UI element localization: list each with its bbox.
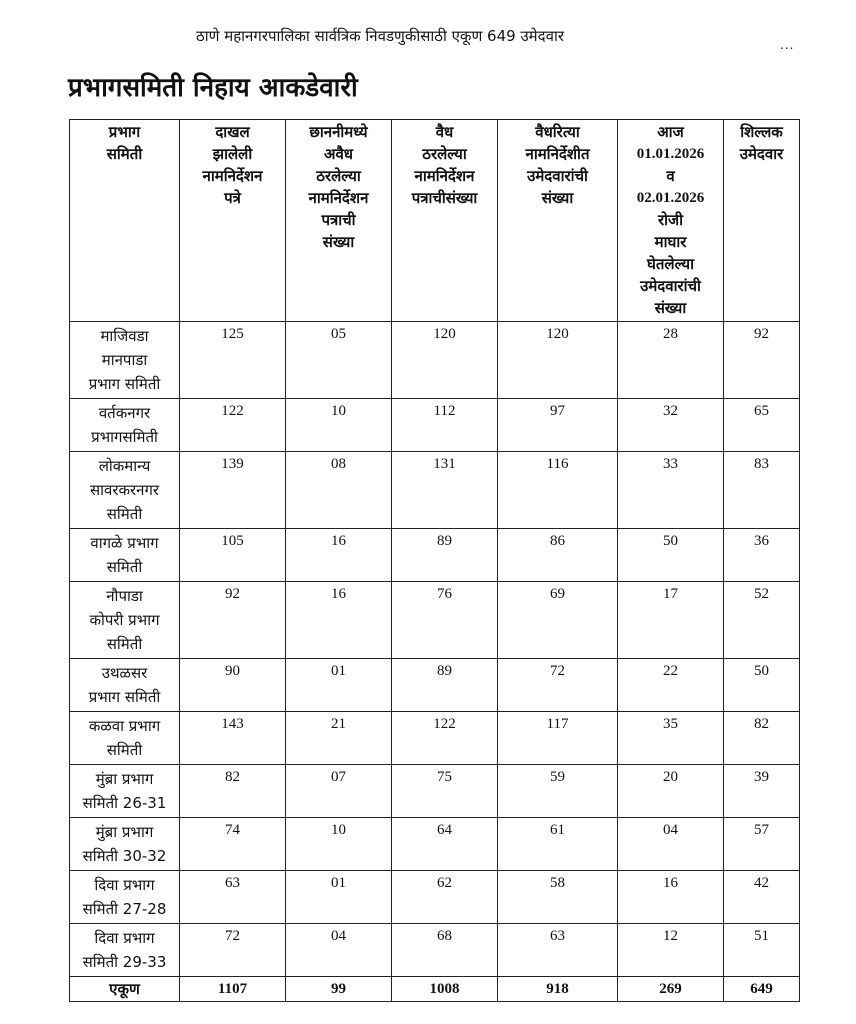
ward-committee-name-line: वर्तकनगर <box>98 404 151 422</box>
table-cell-value: 86 <box>498 529 618 582</box>
table-cell-value: 28 <box>618 322 724 399</box>
ward-committee-statistics-table <box>69 119 800 1002</box>
column-header-line: अवैध <box>323 145 354 163</box>
ward-committee-name-line: समिती <box>106 558 143 576</box>
table-cell-value: 61 <box>498 818 618 871</box>
ward-committee-name <box>70 871 180 924</box>
table-cell-value: 92 <box>180 582 286 659</box>
ward-committee-name-line: प्रभागसमिती <box>91 428 158 446</box>
table-cell-value: 139 <box>180 452 286 529</box>
ward-committee-name-line: उथळसर <box>101 664 148 682</box>
table-cell-value: 112 <box>392 399 498 452</box>
ward-committee-name-line: समिती 26-31 <box>82 794 167 812</box>
table-row <box>70 582 800 659</box>
table-cell-value: 04 <box>286 924 392 977</box>
column-header-line: पत्राचीसंख्या <box>411 189 478 207</box>
column-header-0 <box>70 120 180 322</box>
table-cell-value: 33 <box>618 452 724 529</box>
table-cell-value: 65 <box>724 399 800 452</box>
ward-committee-name <box>70 322 180 399</box>
ward-committee-name-line: प्रभाग समिती <box>88 375 161 393</box>
column-header-line: वैध <box>435 123 454 141</box>
column-header-line: व <box>666 167 675 185</box>
table-cell-value: 01 <box>286 871 392 924</box>
ward-committee-name-line: समिती <box>106 635 143 653</box>
table-cell-value: 82 <box>180 765 286 818</box>
page-title: प्रभागसमिती निहाय आकडेवारी <box>68 73 358 103</box>
table-total-row <box>70 977 800 1002</box>
table-cell-value: 20 <box>618 765 724 818</box>
total-value: 918 <box>498 977 618 1002</box>
table-row <box>70 818 800 871</box>
table-cell-value: 17 <box>618 582 724 659</box>
column-header-4 <box>498 120 618 322</box>
table-cell-value: 01 <box>286 659 392 712</box>
column-header-2 <box>286 120 392 322</box>
table-cell-value: 120 <box>392 322 498 399</box>
column-header-line: उमेदवारांची <box>640 277 701 295</box>
table-cell-value: 72 <box>180 924 286 977</box>
table-cell-value: 68 <box>392 924 498 977</box>
table-cell-value: 21 <box>286 712 392 765</box>
table-row <box>70 924 800 977</box>
table-cell-value: 05 <box>286 322 392 399</box>
table-cell-value: 131 <box>392 452 498 529</box>
table-cell-value: 82 <box>724 712 800 765</box>
table-cell-value: 10 <box>286 818 392 871</box>
column-header-line: प्रभाग <box>108 123 141 141</box>
table-cell-value: 83 <box>724 452 800 529</box>
column-header-line: माघार <box>654 233 687 251</box>
column-header-line: 01.01.2026 <box>636 146 705 162</box>
ward-committee-name <box>70 529 180 582</box>
table-cell-value: 117 <box>498 712 618 765</box>
table-cell-value: 10 <box>286 399 392 452</box>
ward-committee-name-line: समिती <box>106 505 143 523</box>
ward-committee-name <box>70 582 180 659</box>
table-header-row <box>70 120 800 322</box>
total-value: 269 <box>618 977 724 1002</box>
table-cell-value: 76 <box>392 582 498 659</box>
table-cell-value: 07 <box>286 765 392 818</box>
column-header-line: ठरलेल्या <box>316 167 361 185</box>
column-header-5 <box>618 120 724 322</box>
column-header-line: पत्राची <box>321 211 356 229</box>
column-header-line: संख्या <box>541 189 574 207</box>
ward-committee-name <box>70 712 180 765</box>
table-cell-value: 63 <box>180 871 286 924</box>
ward-committee-name-line: समिती <box>106 741 143 759</box>
document-top-line: ठाणे महानगरपालिका सार्वत्रिक निवडणुकीसाठी एकूण 649 उमेदवार <box>196 27 564 45</box>
table-row <box>70 452 800 529</box>
more-ellipsis: ... <box>780 38 795 52</box>
table-cell-value: 125 <box>180 322 286 399</box>
column-header-line: नामनिर्देशन <box>202 167 263 185</box>
column-header-line: नामनिर्देशीत <box>525 145 590 163</box>
column-header-line: 02.01.2026 <box>636 190 705 206</box>
table-cell-value: 22 <box>618 659 724 712</box>
column-header-line: झालेली <box>212 145 253 163</box>
table-cell-value: 42 <box>724 871 800 924</box>
table-row <box>70 529 800 582</box>
column-header-line: उमेदवार <box>739 145 784 163</box>
table-cell-value: 50 <box>618 529 724 582</box>
table-cell-value: 64 <box>392 818 498 871</box>
table-cell-value: 16 <box>286 582 392 659</box>
total-value: 649 <box>724 977 800 1002</box>
column-header-1 <box>180 120 286 322</box>
table-cell-value: 04 <box>618 818 724 871</box>
ward-committee-name-line: दिवा प्रभाग <box>94 876 155 894</box>
table-cell-value: 89 <box>392 659 498 712</box>
column-header-line: छाननीमध्ये <box>309 123 368 141</box>
table-row <box>70 765 800 818</box>
table-cell-value: 50 <box>724 659 800 712</box>
total-value: 1008 <box>392 977 498 1002</box>
column-header-line: संख्या <box>654 299 687 317</box>
ward-committee-name-line: कोपरी प्रभाग <box>89 611 160 629</box>
ward-committee-name <box>70 452 180 529</box>
table-cell-value: 143 <box>180 712 286 765</box>
table-cell-value: 08 <box>286 452 392 529</box>
table-cell-value: 16 <box>286 529 392 582</box>
table-cell-value: 12 <box>618 924 724 977</box>
ward-committee-name <box>70 399 180 452</box>
column-header-line: ठरलेल्या <box>422 145 467 163</box>
table-cell-value: 36 <box>724 529 800 582</box>
table-row <box>70 712 800 765</box>
ward-committee-name-line: समिती 30-32 <box>82 847 167 865</box>
table-cell-value: 39 <box>724 765 800 818</box>
column-header-line: नामनिर्देशन <box>414 167 475 185</box>
ward-committee-name-line: दिवा प्रभाग <box>94 929 155 947</box>
table-cell-value: 57 <box>724 818 800 871</box>
table-cell-value: 62 <box>392 871 498 924</box>
table-row <box>70 399 800 452</box>
table-cell-value: 51 <box>724 924 800 977</box>
ward-committee-name <box>70 924 180 977</box>
table-cell-value: 92 <box>724 322 800 399</box>
table-cell-value: 72 <box>498 659 618 712</box>
column-header-line: आज <box>657 123 684 141</box>
table-cell-value: 122 <box>392 712 498 765</box>
column-header-6 <box>724 120 800 322</box>
column-header-line: वैधरित्या <box>535 123 580 141</box>
table-cell-value: 16 <box>618 871 724 924</box>
table-cell-value: 32 <box>618 399 724 452</box>
table-cell-value: 75 <box>392 765 498 818</box>
ward-committee-name-line: मानपाडा <box>101 351 148 369</box>
table-cell-value: 74 <box>180 818 286 871</box>
table-cell-value: 89 <box>392 529 498 582</box>
ward-committee-name <box>70 659 180 712</box>
ward-committee-name-line: माजिवडा <box>100 327 149 345</box>
column-header-line: घेतलेल्या <box>646 255 695 273</box>
table-cell-value: 59 <box>498 765 618 818</box>
table-cell-value: 35 <box>618 712 724 765</box>
column-header-line: दाखल <box>215 123 250 141</box>
table-cell-value: 90 <box>180 659 286 712</box>
column-header-3 <box>392 120 498 322</box>
column-header-line: पत्रे <box>224 189 241 207</box>
table-row <box>70 322 800 399</box>
table-cell-value: 69 <box>498 582 618 659</box>
column-header-line: संख्या <box>322 233 355 251</box>
table-cell-value: 122 <box>180 399 286 452</box>
column-header-line: शिल्लक <box>740 123 783 141</box>
ward-committee-name-line: प्रभाग समिती <box>88 688 161 706</box>
total-value: 1107 <box>180 977 286 1002</box>
table-cell-value: 63 <box>498 924 618 977</box>
ward-committee-name-line: मुंब्रा प्रभाग <box>95 770 154 788</box>
ward-committee-name-line: वागळे प्रभाग <box>90 534 159 552</box>
column-header-line: समिती <box>106 145 143 163</box>
ward-committee-name <box>70 765 180 818</box>
table-cell-value: 58 <box>498 871 618 924</box>
ward-committee-name-line: नौपाडा <box>106 587 143 605</box>
column-header-line: नामनिर्देशन <box>308 189 369 207</box>
ward-committee-name-line: कळवा प्रभाग <box>88 717 161 735</box>
ward-committee-name-line: समिती 27-28 <box>82 900 167 918</box>
ward-committee-name-line: सावरकरनगर <box>89 481 160 499</box>
table-cell-value: 120 <box>498 322 618 399</box>
total-label: एकूण <box>70 977 180 1002</box>
column-header-line: उमेदवारांची <box>527 167 588 185</box>
table-cell-value: 116 <box>498 452 618 529</box>
table-cell-value: 105 <box>180 529 286 582</box>
ward-committee-name-line: लोकमान्य <box>98 457 151 475</box>
table-cell-value: 97 <box>498 399 618 452</box>
table-row <box>70 659 800 712</box>
column-header-line: रोजी <box>657 211 684 229</box>
total-value: 99 <box>286 977 392 1002</box>
ward-committee-name-line: मुंब्रा प्रभाग <box>95 823 154 841</box>
ward-committee-name-line: समिती 29-33 <box>82 953 167 971</box>
table-cell-value: 52 <box>724 582 800 659</box>
table-row <box>70 871 800 924</box>
ward-committee-name <box>70 818 180 871</box>
